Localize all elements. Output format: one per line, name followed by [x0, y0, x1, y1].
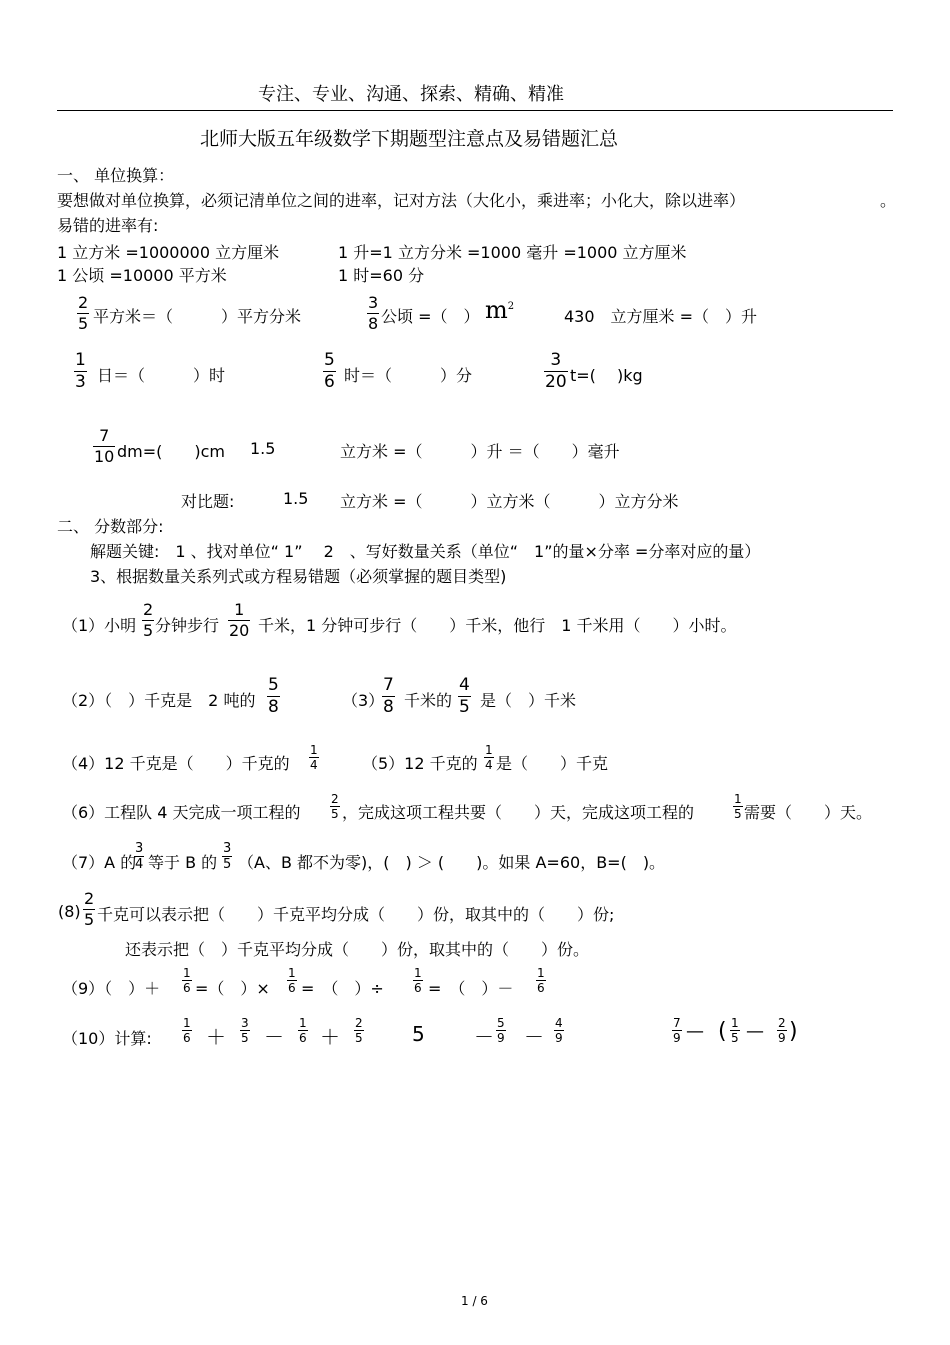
operator: － [524, 1025, 544, 1049]
fraction: $\frac{1}{4}$ [485, 743, 493, 772]
problem-9-text: = （ ）－ [428, 979, 514, 998]
solving-key-3: 3、根据数量关系列式或方程易错题（必须掌握的题目类型) [90, 567, 507, 586]
operator: — [686, 1021, 704, 1042]
problem-6: （6）工程队 4 天完成一项工程的 [62, 803, 301, 822]
problem-2: （2）（ ）千克是 2 吨的 [62, 691, 256, 710]
unit-square-meter: $m^2$ [485, 296, 515, 324]
conversion-item: 时＝（ ）分 [344, 366, 473, 385]
conversion-item: 平方米＝（ ）平方分米 [93, 307, 302, 326]
section1-intro-end: 。 [880, 191, 897, 210]
operator: ＋ [320, 1025, 340, 1049]
problem-3-text: 是（ ）千米 [480, 691, 577, 710]
problem-9-text: =（ ）× [195, 979, 270, 998]
fraction: $\frac{2}{5}$ [84, 889, 95, 929]
fraction: $\frac{1}{5}$ [734, 792, 742, 821]
problem-3-text: 千米的 [404, 691, 453, 710]
problem-7: （7）A 的 [62, 853, 137, 872]
fraction: $\frac{1}{3}$ [75, 350, 86, 392]
problem-7-text: （A、B 都不为零)，( ) ＞ ( )。如果 A=60，B=( )。 [238, 853, 666, 872]
conversion-item: 公顷 =（ ） [381, 307, 480, 326]
fraction: $\frac{7}{10}$ [94, 426, 115, 466]
problem-1: （1）小明 [62, 616, 137, 635]
problem-5-text: 是（ ）千克 [496, 754, 609, 773]
problem-10: （10）计算: [62, 1029, 152, 1048]
operator: － [264, 1025, 284, 1049]
problem-8-text-2: 还表示把（ ）千克平均分成（ ）份，取其中的（ ）份。 [125, 940, 590, 959]
header-rule [57, 110, 893, 111]
conversion-item: 立方米 =（ ）立方米（ ）立方分米 [340, 492, 679, 511]
fraction: $\frac{1}{20}$ [229, 600, 250, 640]
whole-number: 5 [412, 1022, 425, 1046]
fraction: $\frac{2}{9}$ [778, 1016, 786, 1045]
fraction: $\frac{1}{5}$ [731, 1016, 739, 1045]
problem-3: （3） [342, 691, 385, 710]
problem-9-text: = （ ）÷ [301, 979, 384, 998]
fraction: $\frac{1}{6}$ [299, 1016, 307, 1045]
operator: ＋ [206, 1025, 226, 1049]
rate-cubic-meter: 1 立方米 =1000000 立方厘米 [57, 243, 280, 262]
problem-6-text: 需要（ ）天。 [744, 803, 873, 822]
fraction: $\frac{3}{4}$ [135, 841, 144, 872]
fraction: $\frac{7}{8}$ [383, 675, 394, 717]
problem-8: (8) [58, 902, 81, 921]
rate-hectare: 1 公顷 =10000 平方米 [57, 266, 227, 285]
fraction: $\frac{7}{9}$ [673, 1016, 681, 1045]
rate-hour: 1 时=60 分 [338, 266, 425, 285]
problem-1-text: 千米，1 分钟可步行（ ）千米，他行 1 千米用（ ）小时。 [258, 616, 737, 635]
operator: － [474, 1025, 494, 1049]
problem-9: （9）（ ）＋ [62, 979, 161, 998]
fraction: $\frac{4}{5}$ [459, 675, 470, 717]
comparison-label: 对比题: [181, 492, 235, 511]
conversion-item: 日＝（ ）时 [97, 366, 226, 385]
fraction: $\frac{5}{9}$ [497, 1016, 505, 1045]
fraction: $\frac{3}{20}$ [545, 350, 567, 392]
fraction: $\frac{2}{5}$ [78, 293, 89, 333]
section1-heading: 一、 单位换算： [57, 166, 175, 185]
fraction: $\frac{1}{4}$ [310, 743, 318, 772]
fraction: $\frac{1}{6}$ [288, 966, 296, 995]
fraction: $\frac{3}{5}$ [241, 1016, 249, 1045]
section2-heading: 二、 分数部分: [57, 517, 164, 536]
fraction: $\frac{1}{6}$ [414, 966, 422, 995]
fraction: $\frac{1}{6}$ [537, 966, 545, 995]
left-paren: ( [718, 1019, 727, 1044]
conversion-item: 立方米 =（ ）升 ＝（ ）毫升 [340, 442, 620, 461]
fraction: $\frac{5}{6}$ [324, 350, 335, 392]
operator: — [746, 1021, 764, 1042]
problem-7-text: 等于 B 的 [148, 853, 218, 872]
conversion-value: 1.5 [283, 489, 309, 508]
solving-key: 解题关键: 1 、找对单位“ 1” 2 、写好数量关系（单位“ 1”的量×分率 =分率对应的量） [90, 542, 761, 561]
problem-5: （5）12 千克的 [362, 754, 478, 773]
right-paren: ) [789, 1019, 798, 1044]
conversion-item: 430 立方厘米 =（ ）升 [564, 307, 758, 326]
fraction: $\frac{3}{8}$ [368, 293, 379, 333]
header-motto: 专注、专业、沟通、探索、精确、精准 [258, 84, 564, 105]
section1-rates-label: 易错的进率有: [57, 216, 159, 235]
fraction: $\frac{1}{6}$ [183, 1016, 191, 1045]
problem-1-text: 分钟步行 [155, 616, 220, 635]
conversion-item: dm=( )cm [117, 442, 226, 461]
page-number: 1 / 6 [461, 1294, 488, 1308]
problem-8-text: 千克可以表示把（ ）千克平均分成（ ）份，取其中的（ ）份; [97, 905, 615, 924]
fraction: $\frac{2}{5}$ [355, 1016, 363, 1045]
conversion-item: t=( )kg [570, 366, 643, 385]
fraction: $\frac{2}{5}$ [331, 792, 339, 821]
problem-6-text: ，完成这项工程共要（ ）天，完成这项工程的 [342, 803, 695, 822]
rate-liter: 1 升=1 立方分米 =1000 毫升 =1000 立方厘米 [338, 243, 687, 262]
fraction: $\frac{1}{6}$ [183, 966, 191, 995]
section1-intro: 要想做对单位换算，必须记清单位之间的进率，记对方法（大化小，乘进率；小化大，除以进率） [57, 191, 746, 210]
fraction: $\frac{2}{5}$ [143, 600, 154, 640]
problem-4: （4）12 千克是（ ）千克的 [62, 754, 290, 773]
page-title: 北师大版五年级数学下期题型注意点及易错题汇总 [200, 128, 619, 150]
fraction: $\frac{4}{9}$ [555, 1016, 563, 1045]
fraction: $\frac{3}{5}$ [223, 841, 232, 872]
conversion-value: 1.5 [250, 439, 276, 458]
fraction: $\frac{5}{8}$ [268, 675, 279, 717]
